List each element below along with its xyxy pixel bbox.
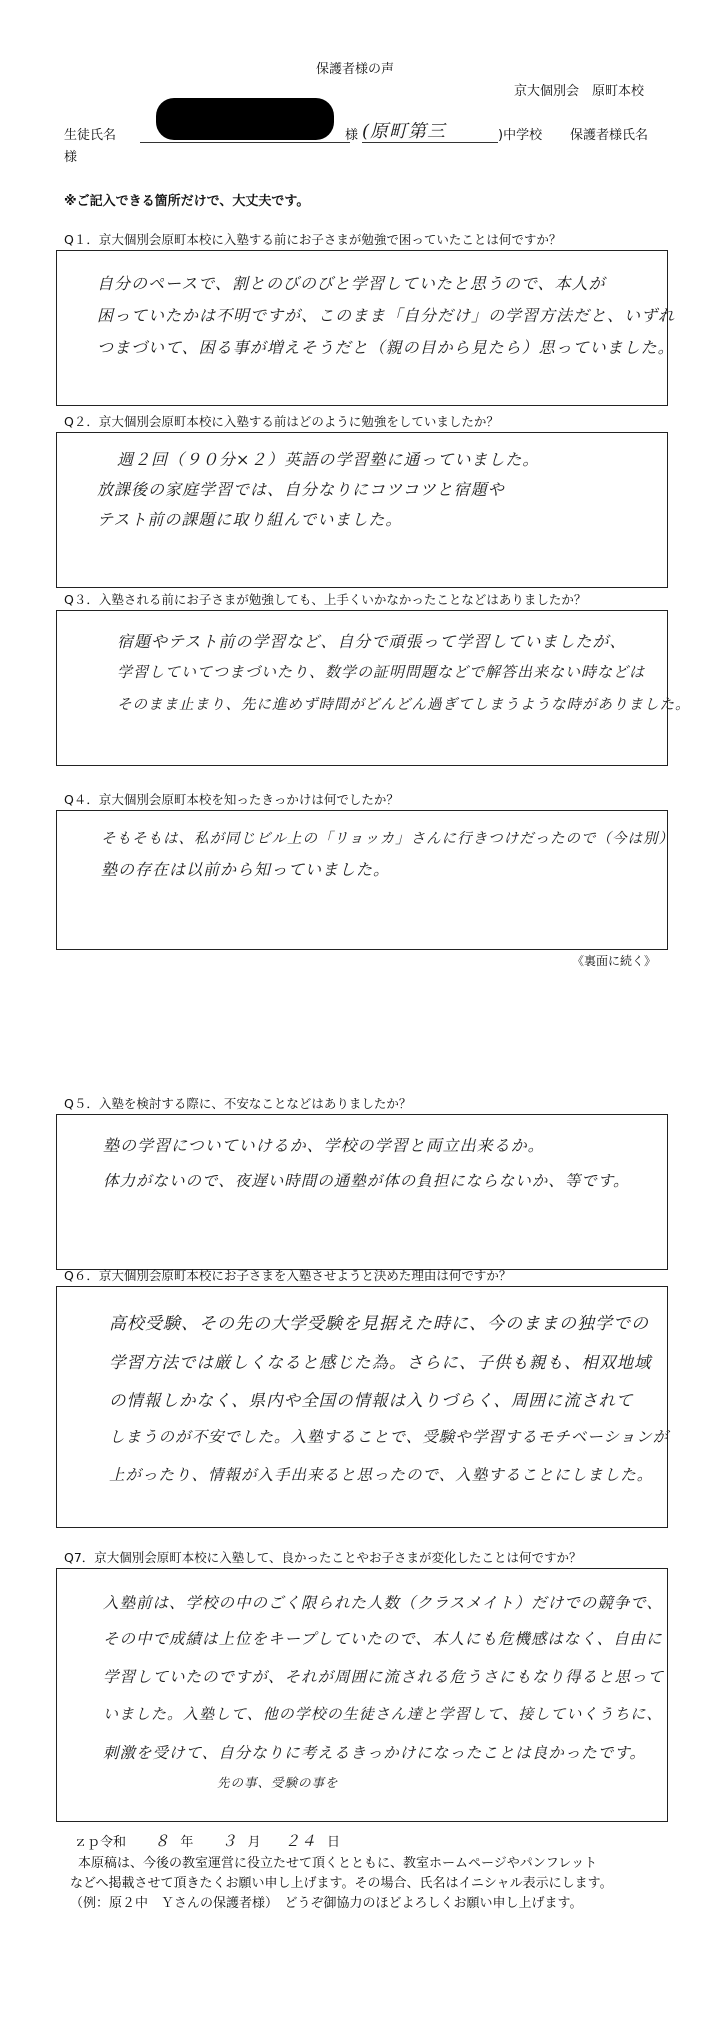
q7-answer-line-1: 入塾前は、学校の中のごく限られた人数（クラスメイト）だけでの競争で、 xyxy=(103,1594,663,1612)
q6-answer-line-4: しまうのが不安でした。入塾することで、受験や学習するモチベーションが xyxy=(109,1428,670,1446)
date-prefix: ｚｐ令和 xyxy=(74,1835,127,1850)
q7-label: Q7．京大個別会原町本校に入塾して、良かったことやお子さまが変化したことは何ですか？ xyxy=(64,1550,582,1565)
hand-school-name: (原町第三 xyxy=(362,121,447,142)
q3-answer-line-2: 学習していてつまづいたり、数学の証明問題などで解答出来ない時などは xyxy=(117,663,646,681)
date-month: ３ xyxy=(221,1832,238,1850)
footer-notice-line-3: （例：原２中 Ｙさんの保護者様） どうぞ御協力のほどよろしくお願い申し上げます。 xyxy=(70,1896,583,1911)
footer-notice-line-2: などへ掲載させて頂きたくお願い申し上げます。その場合、氏名はイニシャル表示にします。 xyxy=(70,1876,613,1891)
continued-note: 《裏面に続く》 xyxy=(572,954,657,968)
q1-answer-box xyxy=(56,250,676,406)
q4-answer-line-1: そもそもは、私が同じビル上の「リョッカ」さんに行きつけだったので（今は別） xyxy=(101,831,675,847)
q6-answer-line-1: 高校受験、その先の大学受験を見据えた時に、今のままの独学での xyxy=(109,1314,649,1334)
date-year-unit: 年 xyxy=(180,1835,194,1850)
q7-answer-line-2: その中で成績は上位をキープしていたので、本人にも危機感はなく、自由に xyxy=(103,1630,663,1648)
notice: ※ご記入できる箇所だけで、大丈夫です。 xyxy=(64,194,310,209)
q7-answer-line-5: 刺激を受けて、自分なりに考えるきっかけになったことは良かったです。 xyxy=(103,1744,646,1762)
q6-answer-line-5: 上がったり、情報が入手出来ると思ったので、入塾することにしました。 xyxy=(109,1466,654,1484)
school-suffix: )中学校 xyxy=(498,128,543,143)
q2-answer-line-3: テスト前の課題に取り組んでいました。 xyxy=(97,510,403,529)
q6-answer-box xyxy=(56,1286,668,1528)
q4-answer-line-2: 塾の存在は以前から知っていました。 xyxy=(101,860,391,879)
footer-notice-line-1: 本原稿は、今後の教室運営に役立たせて頂くとともに、教室ホームページやパンフレット xyxy=(78,1856,598,1871)
q6-label: Q６．京大個別会原町本校にお子さまを入塾させようと決めた理由は何ですか？ xyxy=(64,1268,512,1283)
student-name-underline xyxy=(140,142,350,143)
q7-insert-note: 先の事、受験の事を xyxy=(217,1775,339,1790)
q5-label: Q５．入塾を検討する際に、不安なことなどはありましたか？ xyxy=(64,1096,412,1111)
q1-answer-line-2: 困っていたかは不明ですが、このまま「自分だけ」の学習方法だと、いずれ xyxy=(97,306,676,325)
form-title: 保護者様の声 xyxy=(316,62,395,77)
date-day: ２４ xyxy=(284,1832,317,1850)
q7-answer-line-3: 学習していたのですが、それが周囲に流される危うさにもなり得ると思って xyxy=(103,1668,665,1686)
q1-answer-line-3: つまづいて、困る事が増えそうだと（親の目から見たら）思っていました。 xyxy=(97,338,675,357)
q5-answer-line-2: 体力がないので、夜遅い時間の通塾が体の負担にならないか、等です。 xyxy=(103,1172,630,1190)
date-year: ８ xyxy=(154,1832,171,1850)
q3-answer-line-3: そのまま止まり、先に進めず時間がどんどん過ぎてしまうような時がありました。 xyxy=(117,697,691,713)
q7-answer-line-4: いました。入塾して、他の学校の生徒さん達と学習して、接していくうちに、 xyxy=(103,1705,663,1723)
school-name: 京大個別会 原町本校 xyxy=(514,84,645,99)
q7-answer-box xyxy=(56,1568,668,1822)
sama-label: 様 xyxy=(345,128,359,143)
q6-answer-line-3: の情報しかなく、県内や全国の情報は入りづらく、周囲に流されて xyxy=(109,1391,634,1410)
date-day-unit: 日 xyxy=(326,1835,340,1850)
q5-answer-box xyxy=(56,1114,668,1270)
q1-answer-line-1: 自分のペースで、割とのびのびと学習していたと思うので、本人が xyxy=(97,274,606,293)
q5-answer-line-1: 塾の学習についていけるか、学校の学習と両立出来るか。 xyxy=(103,1136,545,1155)
parent-name-label: 保護者様氏名 xyxy=(570,128,649,143)
parent-sama-label: 様 xyxy=(64,150,78,165)
q3-answer-box xyxy=(56,610,691,766)
q3-answer-line-1: 宿題やテスト前の学習など、自分で頑張って学習していましたが、 xyxy=(117,632,627,651)
student-name-label: 生徒氏名 xyxy=(64,128,117,143)
date-month-unit: 月 xyxy=(247,1835,261,1850)
q1-label: Q１．京大個別会原町本校に入塾する前にお子さまが勉強で困っていたことは何ですか？ xyxy=(64,232,562,247)
redacted-name xyxy=(156,98,334,140)
q2-answer-line-1: 週２回（９０分×２）英語の学習塾に通っていました。 xyxy=(117,450,540,469)
q2-answer-box xyxy=(56,432,668,588)
q4-answer-box xyxy=(56,810,675,950)
school-name-underline xyxy=(362,142,498,143)
q2-answer-line-2: 放課後の家庭学習では、自分なりにコツコツと宿題や xyxy=(97,480,505,499)
q6-answer-line-2: 学習方法では厳しくなると感じた為。さらに、子供も親も、相双地域 xyxy=(109,1353,652,1372)
q2-label: Q２．京大個別会原町本校に入塾する前はどのように勉強をしていましたか？ xyxy=(64,414,499,429)
date-row xyxy=(74,1830,340,1851)
q3-label: Q３．入塾される前にお子さまが勉強しても、上手くいかなかったことなどはありましたか？ xyxy=(64,592,587,607)
q4-label: Q４．京大個別会原町本校を知ったきっかけは何でしたか？ xyxy=(64,792,399,807)
